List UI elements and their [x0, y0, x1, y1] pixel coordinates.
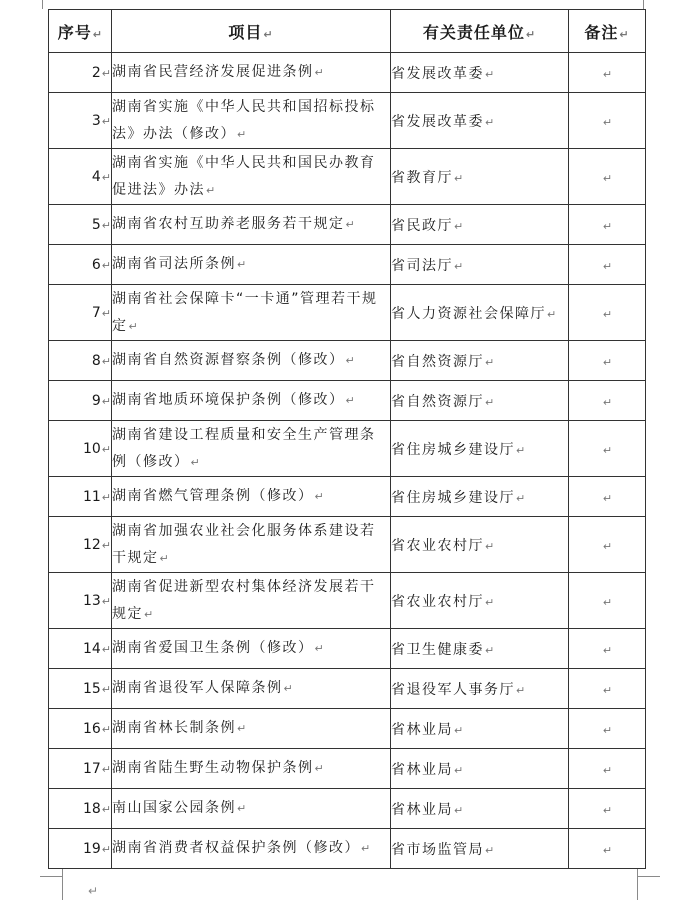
row-note: ↵ [569, 245, 646, 285]
row-item: 湖南省实施《中华人民共和国招标投标法》办法（修改）↵ [112, 93, 391, 149]
table-row [49, 53, 646, 93]
table-row [49, 749, 646, 789]
row-note: ↵ [569, 285, 646, 341]
row-item: 湖南省燃气管理条例（修改）↵ [112, 477, 391, 517]
table-row [49, 477, 646, 517]
crop-mark-bottom-right-v [637, 868, 638, 900]
row-unit: 省自然资源厅↵ [391, 341, 569, 381]
row-unit: 省农业农村厅↵ [391, 573, 569, 629]
row-note: ↵ [569, 205, 646, 245]
row-item: 湖南省加强农业社会化服务体系建设若干规定↵ [112, 517, 391, 573]
table-header-row [49, 10, 646, 53]
row-note: ↵ [569, 53, 646, 93]
footer-paragraph-mark: ↵ [88, 884, 99, 898]
row-unit: 省农业农村厅↵ [391, 517, 569, 573]
row-note: ↵ [569, 709, 646, 749]
header-item: 项目↵ [112, 10, 391, 53]
table-row [49, 93, 646, 149]
row-item: 湖南省陆生野生动物保护条例↵ [112, 749, 391, 789]
table-row [49, 381, 646, 421]
row-number: 14↵ [49, 629, 112, 669]
row-note: ↵ [569, 381, 646, 421]
row-item: 湖南省爱国卫生条例（修改）↵ [112, 629, 391, 669]
row-unit: 省住房城乡建设厅↵ [391, 421, 569, 477]
row-note: ↵ [569, 749, 646, 789]
row-number: 2↵ [49, 53, 112, 93]
table-row [49, 285, 646, 341]
row-item: 湖南省实施《中华人民共和国民办教育促进法》办法↵ [112, 149, 391, 205]
row-number: 3↵ [49, 93, 112, 149]
row-unit: 省市场监管局↵ [391, 829, 569, 869]
row-number: 4↵ [49, 149, 112, 205]
row-item: 湖南省农村互助养老服务若干规定↵ [112, 205, 391, 245]
row-note: ↵ [569, 669, 646, 709]
row-note: ↵ [569, 149, 646, 205]
row-unit: 省住房城乡建设厅↵ [391, 477, 569, 517]
row-note: ↵ [569, 477, 646, 517]
row-item: 湖南省司法所条例↵ [112, 245, 391, 285]
row-item: 南山国家公园条例↵ [112, 789, 391, 829]
row-unit: 省教育厅↵ [391, 149, 569, 205]
row-unit: 省卫生健康委↵ [391, 629, 569, 669]
row-unit: 省民政厅↵ [391, 205, 569, 245]
row-note: ↵ [569, 93, 646, 149]
row-number: 6↵ [49, 245, 112, 285]
header-unit: 有关责任单位↵ [391, 10, 569, 53]
row-number: 13↵ [49, 573, 112, 629]
row-number: 8↵ [49, 341, 112, 381]
row-unit: 省司法厅↵ [391, 245, 569, 285]
table-row [49, 245, 646, 285]
header-note: 备注↵ [569, 10, 646, 53]
row-unit: 省退役军人事务厅↵ [391, 669, 569, 709]
table-row [49, 789, 646, 829]
row-unit: 省发展改革委↵ [391, 53, 569, 93]
row-number: 19↵ [49, 829, 112, 869]
crop-mark-top-left-v [42, 0, 43, 9]
row-item: 湖南省民营经济发展促进条例↵ [112, 53, 391, 93]
table-row [49, 629, 646, 669]
table-row [49, 205, 646, 245]
table-row [49, 669, 646, 709]
header-no: 序号↵ [49, 10, 112, 53]
row-number: 10↵ [49, 421, 112, 477]
table-row [49, 573, 646, 629]
table-row [49, 709, 646, 749]
table-row [49, 829, 646, 869]
row-number: 15↵ [49, 669, 112, 709]
row-unit: 省自然资源厅↵ [391, 381, 569, 421]
row-note: ↵ [569, 421, 646, 477]
row-item: 湖南省社会保障卡“一卡通”管理若干规定↵ [112, 285, 391, 341]
row-item: 湖南省地质环境保护条例（修改）↵ [112, 381, 391, 421]
row-number: 11↵ [49, 477, 112, 517]
row-unit: 省林业局↵ [391, 789, 569, 829]
row-item: 湖南省退役军人保障条例↵ [112, 669, 391, 709]
row-unit: 省林业局↵ [391, 709, 569, 749]
row-number: 7↵ [49, 285, 112, 341]
crop-mark-bottom-right-h [638, 876, 660, 877]
row-unit: 省发展改革委↵ [391, 93, 569, 149]
table-row [49, 421, 646, 477]
row-item: 湖南省促进新型农村集体经济发展若干规定↵ [112, 573, 391, 629]
crop-mark-bottom-left-v [62, 868, 63, 900]
crop-mark-top-right-v [643, 0, 644, 9]
row-unit: 省林业局↵ [391, 749, 569, 789]
row-item: 湖南省建设工程质量和安全生产管理条例（修改）↵ [112, 421, 391, 477]
row-number: 16↵ [49, 709, 112, 749]
row-note: ↵ [569, 629, 646, 669]
row-item: 湖南省林长制条例↵ [112, 709, 391, 749]
row-note: ↵ [569, 573, 646, 629]
crop-mark-bottom-left-h [40, 876, 62, 877]
row-number: 12↵ [49, 517, 112, 573]
row-note: ↵ [569, 829, 646, 869]
table-row [49, 341, 646, 381]
row-number: 5↵ [49, 205, 112, 245]
table-row [49, 149, 646, 205]
row-note: ↵ [569, 517, 646, 573]
table-row [49, 517, 646, 573]
row-note: ↵ [569, 789, 646, 829]
row-item: 湖南省消费者权益保护条例（修改）↵ [112, 829, 391, 869]
row-note: ↵ [569, 341, 646, 381]
row-number: 17↵ [49, 749, 112, 789]
row-number: 18↵ [49, 789, 112, 829]
row-number: 9↵ [49, 381, 112, 421]
row-item: 湖南省自然资源督察条例（修改）↵ [112, 341, 391, 381]
row-unit: 省人力资源社会保障厅↵ [391, 285, 569, 341]
project-table [48, 9, 646, 869]
